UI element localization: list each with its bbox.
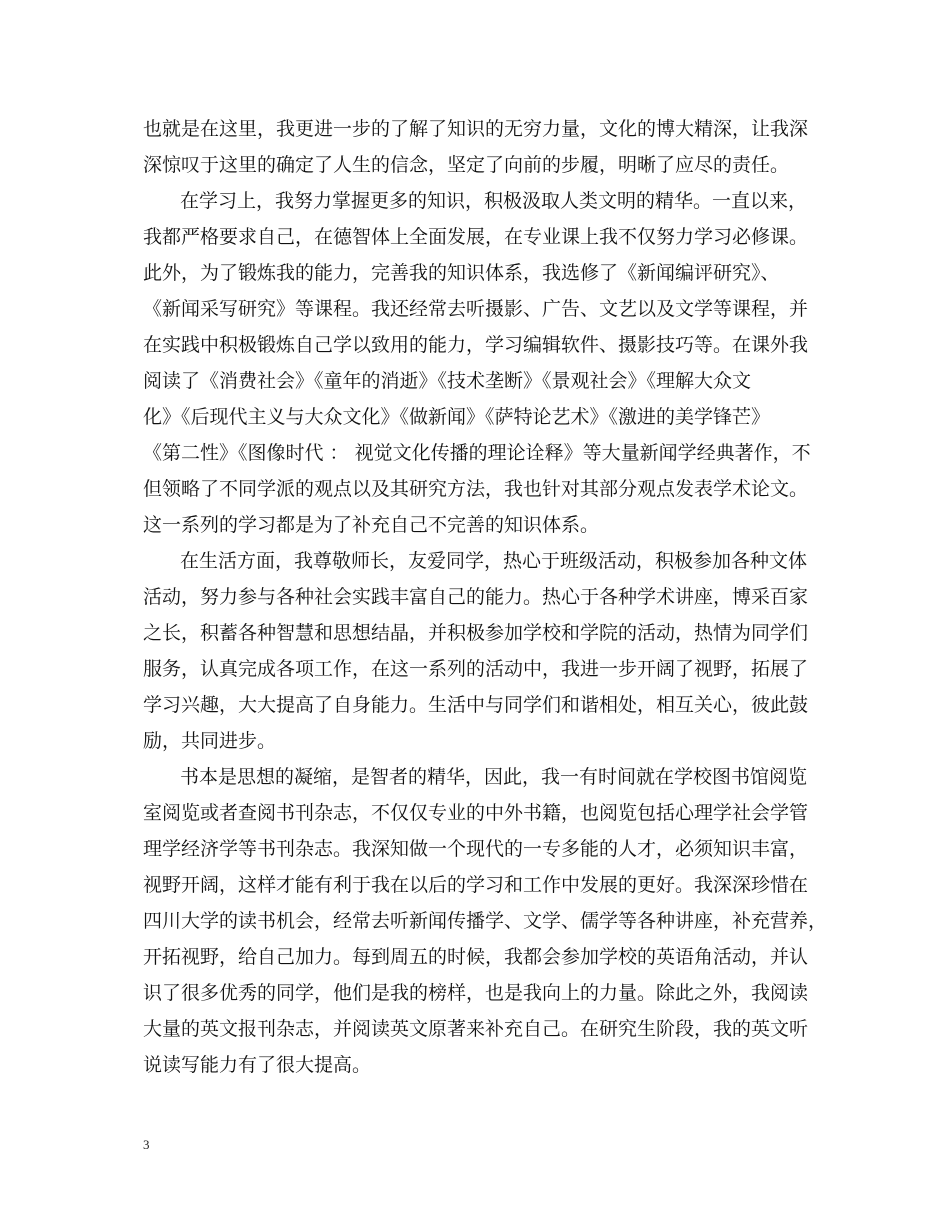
text-line: 视野开阔，这样才能有利于我在以后的学习和工作中发展的更好。我深深珍惜在	[143, 874, 809, 896]
text-line: 但领略了不同学派的观点以及其研究方法，我也针对其部分观点发表学术论文。	[143, 478, 809, 500]
text-line: 在实践中积极锻炼自己学以致用的能力，学习编辑软件、摄影技巧等。在课外我	[143, 334, 809, 356]
page-number: 3	[143, 1137, 150, 1152]
text-line: 这一系列的学习都是为了补充自己不完善的知识体系。	[143, 514, 600, 536]
text-line: 理学经济学等书刊杂志。我深知做一个现代的一专多能的人才，必须知识丰富，	[143, 838, 809, 860]
text-line: 也就是在这里，我更进一步的了解了知识的无穷力量，文化的博大精深，让我深	[143, 118, 809, 140]
text-line: 深惊叹于这里的确定了人生的信念，坚定了向前的步履，明晰了应尽的责任。	[143, 154, 790, 176]
paragraph-first-line: 书本是思想的凝缩，是智者的精华，因此，我一有时间就在学校图书馆阅览	[180, 766, 808, 788]
paragraph-first-line: 在生活方面，我尊敬师长，友爱同学，热心于班级活动，积极参加各种文体	[180, 550, 808, 572]
text-line: 识了很多优秀的同学，他们是我的榜样，也是我向上的力量。除此之外，我阅读	[143, 982, 809, 1004]
text-line: 化》《后现代主义与大众文化》《做新闻》《萨特论艺术》《激进的美学锋芒》	[143, 406, 771, 428]
text-line: 学习兴趣，大大提高了自身能力。生活中与同学们和谐相处，相互关心，彼此鼓	[143, 694, 809, 716]
text-line: 阅读了《消费社会》《童年的消逝》《技术垄断》《景观社会》《理解大众文	[143, 370, 752, 392]
text-line: 之长，积蓄各种智慧和思想结晶，并积极参加学校和学院的活动，热情为同学们	[143, 622, 809, 644]
text-line: 室阅览或者查阅书刊杂志，不仅仅专业的中外书籍，也阅览包括心理学社会学管	[143, 802, 809, 824]
text-line: 我都严格要求自己，在德智体上全面发展，在专业课上我不仅努力学习必修课。	[143, 226, 809, 248]
text-line: 服务，认真完成各项工作，在这一系列的活动中，我进一步开阔了视野，拓展了	[143, 658, 809, 680]
text-line: 开拓视野，给自己加力。每到周五的时候，我都会参加学校的英语角活动，并认	[143, 946, 809, 968]
text-line: 励，共同进步。	[143, 730, 277, 752]
text-line: 《第二性》《图像时代 ： 视觉文化传播的理论诠释》等大量新闻学经典著作，不	[143, 442, 811, 464]
text-line: 大量的英文报刊杂志，并阅读英文原著来补充自己。在研究生阶段，我的英文听	[143, 1018, 809, 1040]
text-line: 此外，为了锻炼我的能力，完善我的知识体系，我选修了《新闻编评研究》、	[143, 262, 780, 284]
text-line: 说读写能力有了很大提高。	[143, 1054, 372, 1076]
text-line: 四川大学的读书机会，经常去听新闻传播学、文学、儒学等各种讲座，补充营养，	[143, 910, 828, 932]
text-line: 活动，努力参与各种社会实践丰富自己的能力。热心于各种学术讲座，博采百家	[143, 586, 809, 608]
text-line: 《新闻采写研究》等课程。我还经常去听摄影、广告、文艺以及文学等课程，并	[143, 298, 809, 320]
paragraph-first-line: 在学习上，我努力掌握更多的知识，积极汲取人类文明的精华。一直以来，	[180, 190, 808, 212]
